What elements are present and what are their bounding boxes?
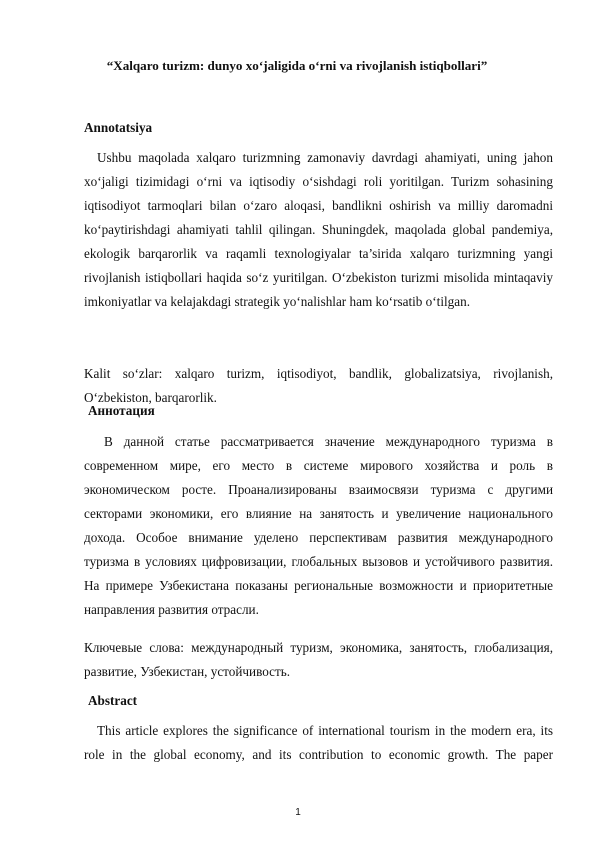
russian-abstract-heading: Аннотация — [88, 403, 155, 418]
russian-abstract-paragraph: В данной статье рассматривается значение международного туризма в современном мире, его место в системе мирового хозяйства и роль в экономическом росте. Проанализированы взаимосвязи туризма с другими секторами экономики, его влияние на занятость и увеличение национального дохода. Особое внимание уделено перспективам развития международного туризма в условиях цифровизации, глобальных вызовов и устойчивого развития. На примере Узбекистана показаны региональные возможности и приоритетные направления развития отрасли. — [84, 434, 553, 617]
uzbek-abstract-paragraph: Ushbu maqolada xalqaro turizmning zamonaviy davrdagi ahamiyati, uning jahon xo‘jaligi tizimidagi o‘rni va iqtisodiy o‘sishdagi roli yoritilgan. Turizm sohasining iqtisodiyot tarmoqlari bilan o‘zaro aloqasi, bandlikni oshirish va milliy daromadni ko‘paytirishdagi ahamiyati tahlil qilingan. Shuningdek, maqolada global pandemiya, ekologik barqarorlik va raqamli texnologiyalar ta’sirida xalqaro turizmning yangi rivojlanish istiqbollari haqida so‘z yuritilgan. O‘zbekiston turizmi misolida mintaqaviy imkoniyatlar va kelajakdagi strategik yo‘nalishlar ham ko‘rsatib o‘tilgan. — [84, 150, 553, 309]
uzbek-keywords: Kalit so‘zlar: xalqaro turizm, iqtisodiyot, bandlik, globalizatsiya, rivojlanish, O‘zbekiston, barqarorlik. — [84, 366, 553, 405]
russian-keywords: Ключевые слова: международный туризм, экономика, занятость, глобализация, развитие, Узбекистан, устойчивость. — [84, 640, 553, 679]
uzbek-abstract-heading: Annotatsiya — [84, 120, 153, 135]
document-title: “Xalqaro turizm: dunyo xo‘jaligida o‘rni va rivojlanish istiqbollari” — [106, 58, 488, 73]
page-number: 1 — [295, 807, 301, 818]
english-abstract-heading: Abstract — [88, 693, 138, 708]
english-abstract-paragraph: This article explores the significance of international tourism in the modern era, its role in the global economy, and its contribution to economic growth. The paper — [84, 723, 553, 762]
